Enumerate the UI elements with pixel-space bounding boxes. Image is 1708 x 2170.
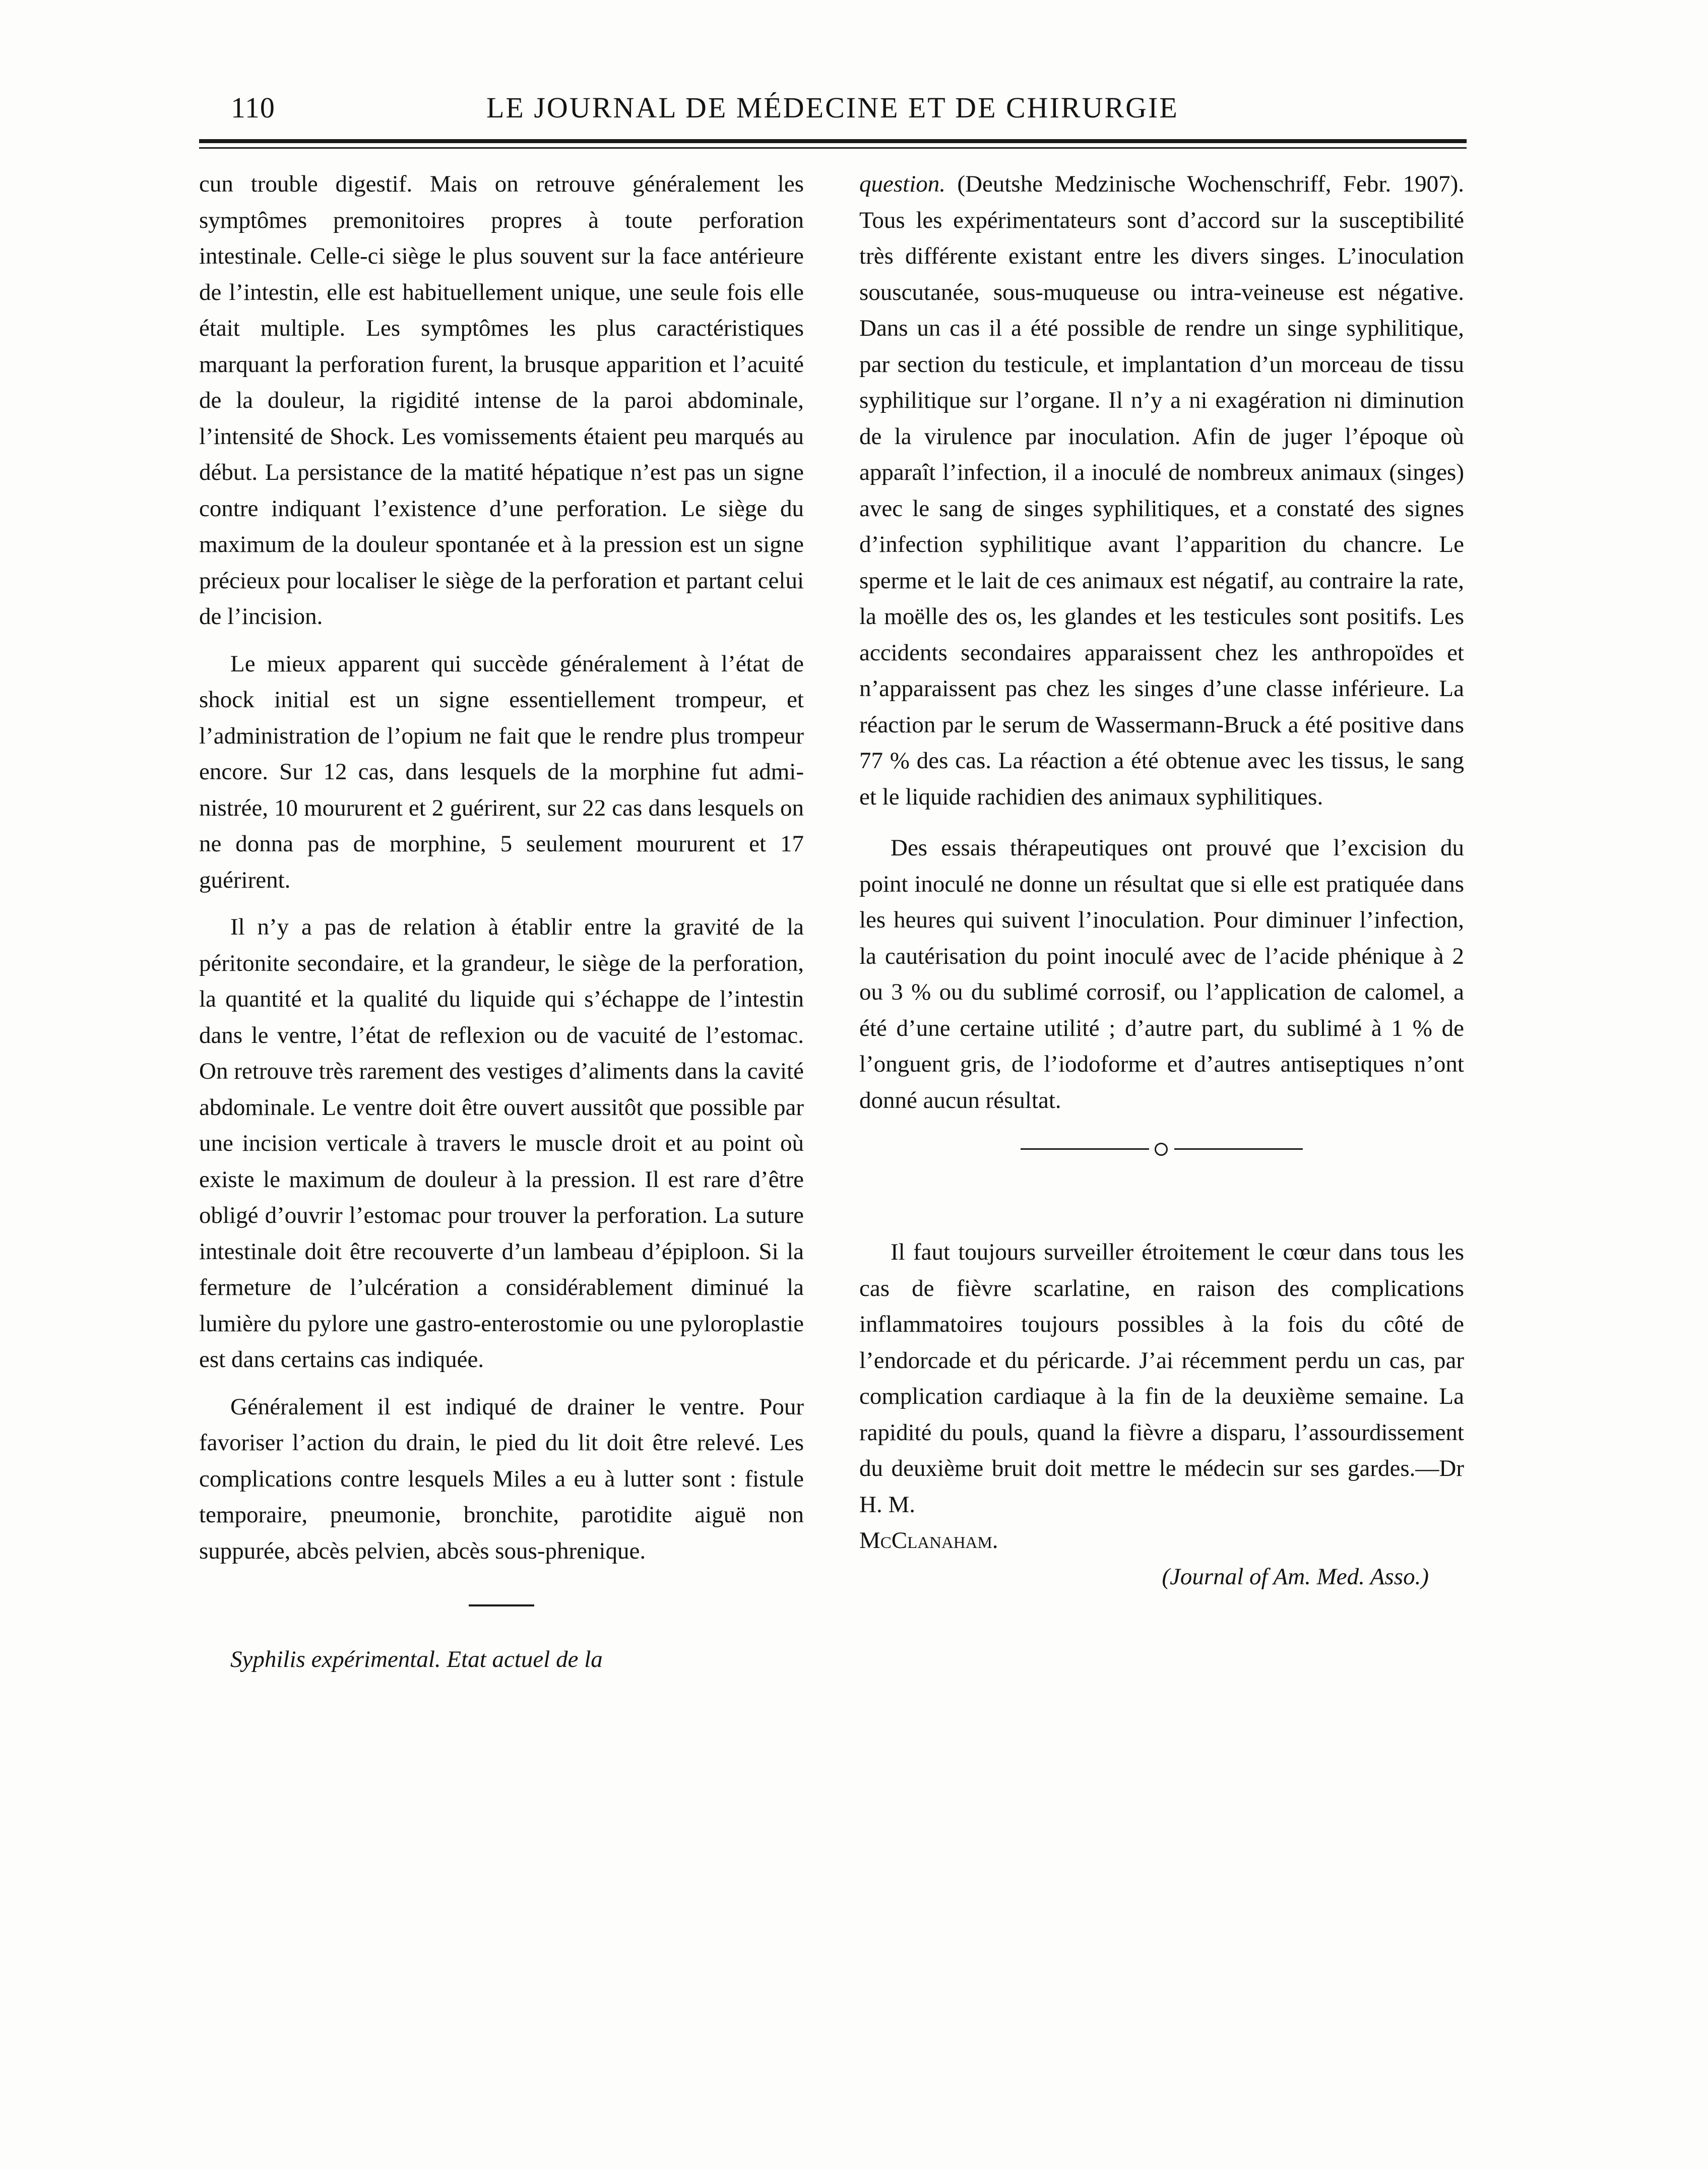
ornament-circle-icon [1155, 1143, 1168, 1156]
left-paragraph-1: cun trouble digestif. Mais on retrouve généralement les symptômes premonitoires propres à toute perforation intestinale. Celle-ci siège le plus souvent sur la face antérieure de l’intestin, elle est habituellement unique, une seule fois elle était multiple. Les symptômes les plus caractéristiques marquant la perforation furent, la brusque apparition et l’acuité de la douleur, la rigidité intense de la paroi abdominale, l’intensité de Shock. Les vomissements étaient peu marqués au début. La persistance de la matité hépatique n’est pas un signe contre indiquant l’existence d’une perforation. Le siège du maximum de la douleur spontanée et à la pression est un signe précieux pour localiser le siège de la perforation et partant celui de l’incision. [199, 171, 804, 630]
left-column [199, 166, 804, 1678]
article-title-continued: question. [859, 171, 946, 197]
section-divider [469, 1604, 534, 1606]
left-paragraph-4: Généralement il est indiqué de drainer le ventre. Pour favoriser l’action du drain, le pied du lit doit être relevé. Les complications contre lesquels Miles a eu à lutter sont : fistule temporaire, pneumonie, bronchite, parotidite aiguë non suppurée, abcès pelvien, abcès sous-phrenique. [199, 1393, 804, 1564]
left-paragraph-3: Il n’y a pas de relation à établir entre la gravité de la péritonite secondaire, et la grandeur, le siège de la perforation, la quantité et la qualité du liquide qui s’échappe de l’intestin dans le ventre, l’état de reflexion ou de vacuité de l’estomac. On retrouve très rarement des vestiges d’aliments dans la cavité abdominale. Le ventre doit être ouvert aussitôt que possible par une incision verticale à travers le muscle droit et au point où existe le maximum de douleur à la pression. Il est rare d’être obligé d’ouvrir l’estomac pour trouver la perforation. La suture intestinale doit être recouverte d’un lambeau d’épiploon. Si la fermeture de l’ulcération a considérablement diminué la lumière du pylore une gastro-enterostomie ou une pyloroplastie est dans certains cas indiquée. [199, 914, 804, 1373]
right-paragraph-3-text: Il faut toujours surveiller étroitement le cœur dans tous les cas de fièvre scarlatine, en raison des complications inflammatoires toujours possibles à la fois du côté de l’endorcade et du péricarde. J’ai récemment perdu un cas, par complication cardiaque à la fin de la deuxième semaine. La rapidité du pouls, quand la fièvre a disparu, l’assourdissement du deuxième bruit doit mettre le médecin sur ses gardes.—Dr H. M. [859, 1239, 1464, 1518]
ornament-divider [1021, 1139, 1303, 1159]
running-title: LE JOURNAL DE MÉDECINE ET DE CHIRURGIE [486, 91, 1179, 124]
citation: (Journal of Am. Med. Asso.) [1162, 1563, 1429, 1590]
article-title: Syphilis expérimental. Etat actuel de la [230, 1646, 603, 1672]
author-name: McClanaham. [859, 1527, 998, 1554]
right-paragraph-1 [859, 166, 1464, 815]
header-rule-thin [199, 147, 1467, 149]
page-number: 110 [231, 91, 275, 124]
left-paragraph-2: Le mieux apparent qui succède généralement à l’état de shock initial est un signe essentiellement trompeur, et l’administration de l’opium ne fait que le rendre plus trompeur encore. Sur 12 cas, dans lesquels de la morphine fut administrée, 10 moururent et 2 guérirent, sur 22 cas dans lesquels on ne donna pas de morphine, 5 seulement moururent et 17 guérirent. [199, 650, 804, 893]
right-paragraph-1-text: (Deutshe Medzinische Wochenschriff, Febr. 1907). Tous les expérimentateurs sont d’accord sur la susceptibilité très différente existant entre les divers singes. L’inoculation souscutanée, sous-muqueuse ou intra-veineuse est négative. Dans un cas il a été possible de rendre un singe syphilitique, par section du testicule, et implantation d’un morceau de tissu syphilitique sur l’organe. Il n’y a ni exagération ni diminution de la virulence par inoculation. Afin de juger l’époque où apparaît l’infection, il a inoculé de nombreux animaux (singes) avec le sang de singes syphilitiques, et a constaté des signes d’infection syphilitique avant l’apparition du chancre. Le sperme et le lait de ces animaux est négatif, au contraire la rate, la moëlle des os, les glandes et les testicules sont positifs. Les accidents secondaires apparaissent chez les anthropoïdes et n’apparaissent pas chez les singes d’une classe inférieure. La réaction par le serum de Wassermann-Bruck a été positive dans 77 % des cas. La réaction a été obtenue avec les tissus, le sang et le liquide rachidien des animaux syphilitiques. [859, 171, 1464, 810]
page-header [199, 86, 1469, 136]
header-rule-thick [199, 139, 1467, 143]
right-paragraph-2: Des essais thérapeutiques ont prouvé que l’excision du point inoculé ne donne un résultat que si elle est pratiquée dans les heures qui suivent l’inoculation. Pour diminuer l’infection, la cautérisation du point inoculé avec de l’acide phénique à 2 ou 3 % ou du sublimé corrosif, ou l’application de calomel, a été d’une certaine utilité ; d’autre part, du sublimé à 1 % de l’onguent gris, de l’iodoforme et d’autres antiseptiques n’ont donné aucun résultat. [859, 835, 1464, 1113]
right-paragraph-3 [859, 1234, 1464, 1559]
right-column [859, 166, 1464, 1595]
